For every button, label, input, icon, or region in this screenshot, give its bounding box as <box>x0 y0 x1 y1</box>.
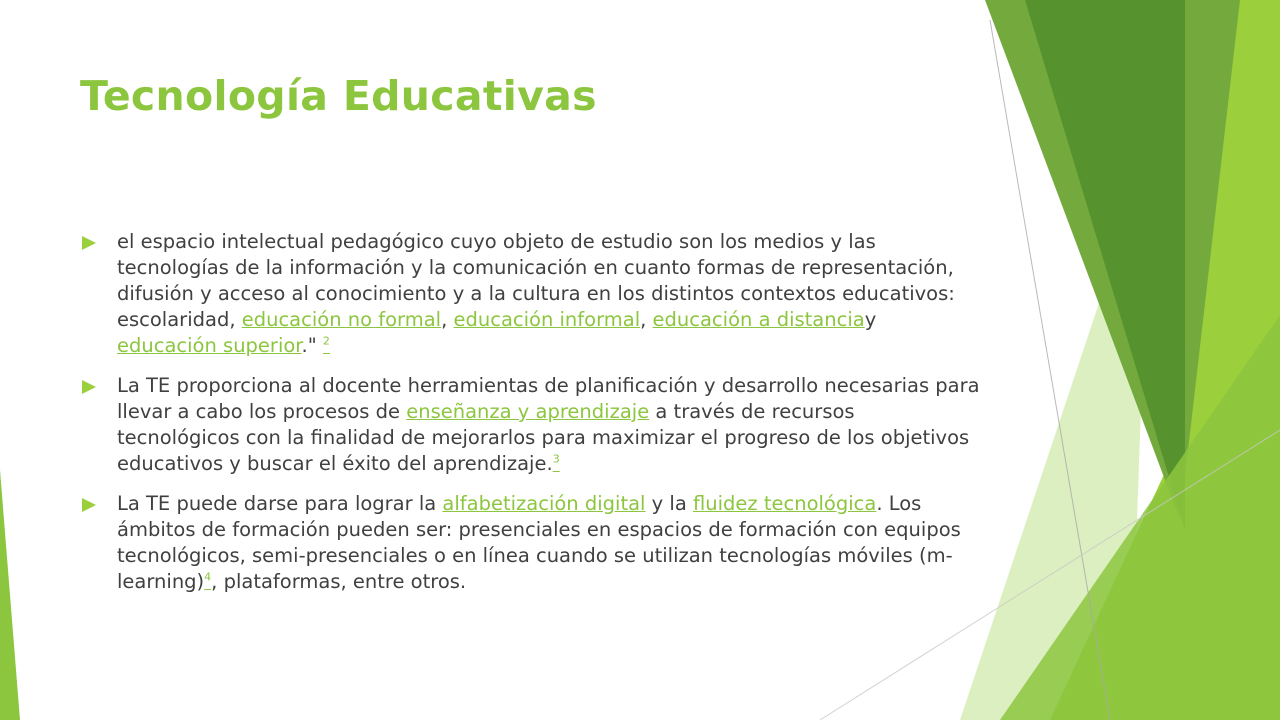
triangle-arrow-icon <box>82 498 96 512</box>
bullet-text: el espacio intelectual pedagógico cuyo objeto de estudio son los medios y las tecnologías de la información y la comunicación en cuanto formas de representación, difusión y acceso al conocimiento y a la cultura en los distintos contextos educativos: escolaridad, <box>117 230 955 331</box>
text-link[interactable]: educación a distancia <box>652 308 865 331</box>
bullet-item <box>80 491 980 595</box>
bullet-text: ." <box>301 334 323 357</box>
footnote-number[interactable]: 4 <box>204 570 212 584</box>
bullet-text: , <box>640 308 653 331</box>
bullet-text: La TE proporciona al docente herramientas de planificación y desarrollo necesarias para llevar a cabo los procesos de <box>117 374 980 423</box>
bullet-text: . Los ámbitos de formación pueden ser: presenciales en espacios de formación con equipos tecnológicos, semi-presenciales o en línea cuando se utilizan tecnologías móviles (m-learning) <box>117 492 961 593</box>
bullet-text: , <box>441 308 454 331</box>
left-green-sliver <box>0 470 20 720</box>
text-link[interactable]: fluidez tecnológica <box>692 492 877 515</box>
footnote-link[interactable] <box>553 452 560 475</box>
text-link[interactable]: educación superior <box>117 334 302 357</box>
bullet-text: a través de recursos tecnológicos con la finalidad de mejorarlos para maximizar el progreso de los objetivos educativos y buscar el éxito del aprendizaje. <box>117 400 970 475</box>
text-link[interactable]: alfabetización digital <box>442 492 646 515</box>
bullet-text: y <box>864 308 877 331</box>
footnote-number[interactable]: 3 <box>552 452 560 466</box>
bullet-text: La TE puede darse para lograr la <box>117 492 443 515</box>
footnote-link[interactable] <box>323 334 330 357</box>
triangle-arrow-icon <box>82 236 96 250</box>
text-link[interactable]: educación informal <box>453 308 641 331</box>
triangle-arrow-icon <box>82 380 96 394</box>
bullet-text: , plataformas, entre otros. <box>211 570 467 593</box>
bullet-list <box>80 229 980 609</box>
text-link[interactable]: enseñanza y aprendizaje <box>406 400 650 423</box>
slide-title: Tecnología Educativas <box>80 72 597 120</box>
footnote-number[interactable]: 2 <box>322 334 330 348</box>
bullet-item <box>80 229 980 359</box>
bullet-text: y la <box>645 492 693 515</box>
bullet-item <box>80 373 980 477</box>
text-link[interactable]: educación no formal <box>241 308 442 331</box>
